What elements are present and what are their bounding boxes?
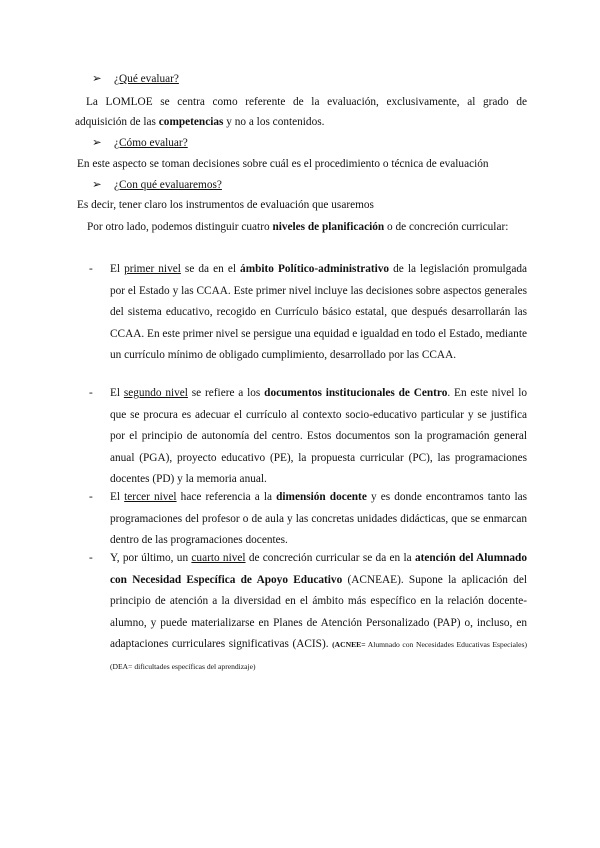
list-item-tercer-nivel: [110, 487, 527, 552]
underlined-term: primer nivel: [124, 263, 181, 275]
bold-niveles: niveles de planificación: [272, 221, 385, 233]
list-item-primer-nivel: [110, 259, 527, 367]
bold-term: dimensión docente: [276, 491, 367, 503]
bold-note-acnee: (ACNEE=: [332, 640, 366, 650]
dash-bullet: -: [89, 552, 93, 564]
heading-como-evaluar: [92, 133, 188, 154]
text-span: de la legislación promulgada por el Estado y las CCAA. Este primer nivel incluye las decisiones sobre aspectos generales del sistema educativo, recogido en Currículo básico estatal, que después desarrollarán las CCAA. En este primer nivel se persigue una equidad e igualdad en todo el Estado, mediante un currículo mínimo de obligado cumplimiento, desarrollado por las CCAA.: [110, 263, 528, 362]
bold-competencias: competencias: [158, 116, 224, 128]
text-span: y no a los contenidos.: [223, 116, 325, 128]
heading-text: ¿Con qué evaluaremos?: [114, 179, 222, 191]
text-span: (ACNEAE). Supone la aplicación del principio de atención a la diversidad en el ámbito más específico en la relación docente-alumno, y puede materializarse en Planes de Atención Personalizado (PAP) o, incluso, en adaptaciones curriculares significativas (ACIS).: [110, 573, 527, 651]
text-span: hace referencia a la: [176, 491, 277, 503]
list-item-cuarto-nivel: [110, 548, 527, 678]
underlined-term: cuarto nivel: [191, 552, 246, 564]
paragraph-niveles: [75, 216, 527, 238]
heading-que-evaluar: [92, 69, 179, 90]
paragraph-lomloe-line1: La LOMLOE se centra como referente de la evaluación, exclusivamente, al grado de: [86, 96, 527, 108]
text-span: . En este nivel lo que se procura es adecuar el currículo al contexto socio-educativo particular y se justifica por el principio de autonomía del centro. Estos documentos son la programación general anual (PGA), proyecto educativo (PE), la propuesta curricular (PC), las programaciones docentes (PD) y la memoria anual.: [110, 387, 527, 486]
text-span: El: [110, 263, 125, 275]
underlined-term: segundo nivel: [123, 387, 188, 399]
heading-text: ¿Qué evaluar?: [114, 73, 179, 85]
text-span: El: [110, 387, 124, 399]
note-text: Alumnado con Necesidades Educativas Especiales) (DEA= dificultades específicas del aprendizaje): [110, 640, 527, 671]
heading-con-que: [92, 175, 222, 196]
text-span: o de concreción curricular:: [384, 221, 509, 233]
arrow-bullet-icon: ➢: [92, 73, 102, 85]
dash-bullet: -: [89, 263, 93, 275]
bold-term: atención del Alumnado con Necesidad Específica de Apoyo Educativo: [110, 552, 527, 586]
list-item-segundo-nivel: [110, 383, 527, 491]
text-span: Por otro lado, podemos distinguir cuatro: [87, 221, 273, 233]
text-span: Y, por último, un: [110, 552, 192, 564]
dash-bullet: -: [89, 387, 93, 399]
text-span: de concreción curricular se da en la: [245, 552, 415, 564]
arrow-bullet-icon: ➢: [92, 179, 102, 191]
arrow-bullet-icon: ➢: [92, 137, 102, 149]
heading-text: ¿Cómo evaluar?: [114, 137, 188, 149]
text-span: El: [110, 491, 125, 503]
text-span: adquisición de las: [75, 116, 159, 128]
text-span: se da en el: [180, 263, 241, 275]
text-span: y es donde encontramos tanto las programaciones del profesor o de aula y las concretas unidades didácticas, que se enmarcan dentro de las programaciones docentes.: [110, 491, 528, 547]
bold-term: ámbito Político-administrativo: [240, 263, 390, 275]
dash-bullet: -: [89, 491, 93, 503]
bold-term: documentos institucionales de Centro: [264, 387, 448, 399]
text-span: se refiere a los: [187, 387, 265, 399]
paragraph-con-que: Es decir, tener claro los instrumentos de evaluación que usaremos: [77, 199, 374, 211]
underlined-term: tercer nivel: [124, 491, 177, 503]
paragraph-como: En este aspecto se toman decisiones sobre cuál es el procedimiento o técnica de evaluación: [77, 158, 489, 170]
paragraph-lomloe-line2: [75, 112, 324, 133]
